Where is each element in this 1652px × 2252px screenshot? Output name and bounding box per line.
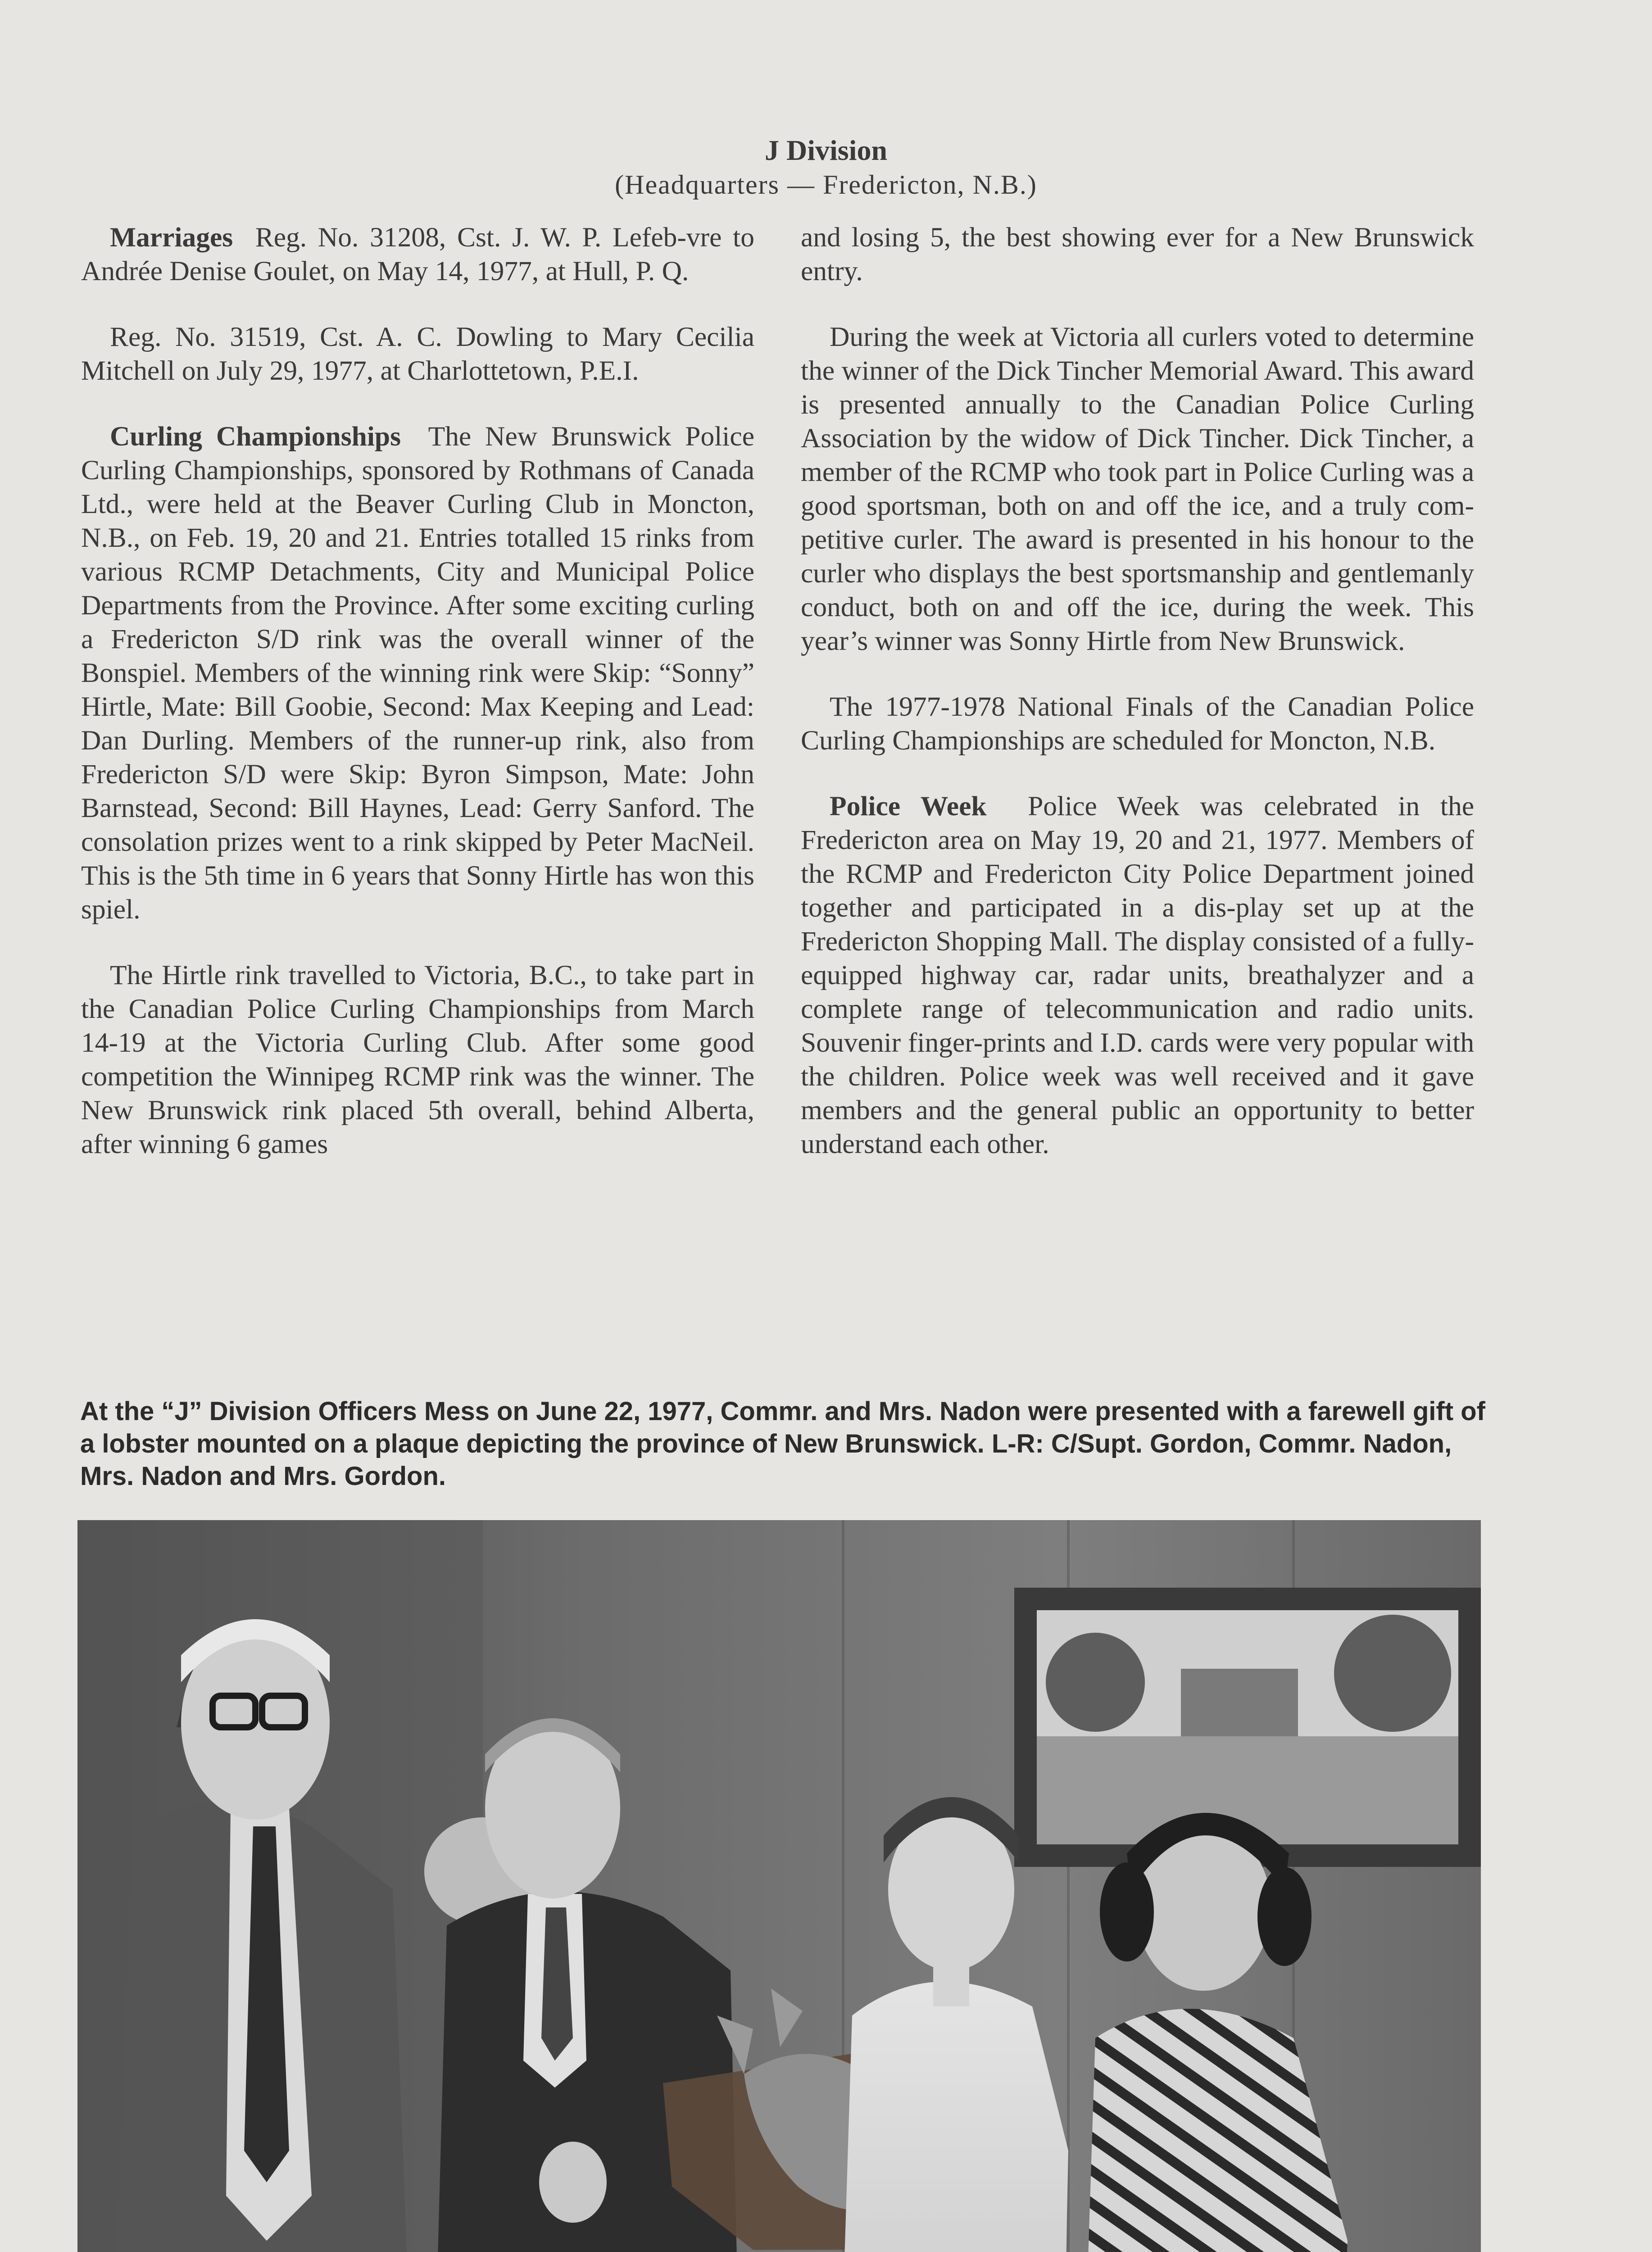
page-subtitle: (Headquarters — Fredericton, N.B.): [615, 170, 1037, 200]
national-finals-paragraph: The 1977-1978 National Finals of the Canadian Police Curling Championships are scheduled for Moncton, N.B.: [801, 691, 1474, 756]
police-week-heading: Police Week: [830, 791, 987, 822]
group-photo-illustration: [77, 1520, 1481, 2252]
left-column: [81, 221, 754, 1193]
curling-continuation: and losing 5, the best showing ever for a New Brunswick entry.: [801, 222, 1474, 286]
police-week-paragraph: [801, 790, 1474, 1161]
marriages-paragraph-2: Reg. No. 31519, Cst. A. C. Dowling to Mary Cecilia Mitchell on July 29, 1977, at Charlottetown, P.E.I.: [81, 322, 754, 386]
right-column: [801, 221, 1474, 1193]
page-title: J Division: [764, 134, 888, 166]
marriages-text-1: Reg. No. 31208, Cst. J. W. P. Lefeb-vre to Andrée Denise Goulet, on May 14, 1977, at Hull, P. Q.: [81, 222, 755, 286]
group-photo: [77, 1520, 1481, 2252]
photo-caption: At the “J” Division Officers Mess on June 22, 1977, Commr. and Mrs. Nadon were presented with a farewell gift of a lobster mounted on a plaque depicting the province of New Brunswick. L-R: C/Supt. Gordon, Commr. Nadon, Mrs. Nadon and Mrs. Gordon.: [80, 1397, 1485, 1491]
tincher-award-paragraph: During the week at Victoria all curlers voted to determine the winner of the Dick Tincher Memorial Award. This award is presented annually to the Canadian Police Curling Association by the widow of Dick Tincher. Dick Tincher, a member of the RCMP who took part in Police Curling was a good sportsman, both on and off the ice, and a truly com-petitive curler. The award is presented in his honour to the curler who displays the best sportsmanship and gentlemanly conduct, both on and off the ice, during the week. This year’s winner was Sonny Hirtle from New Brunswick.: [801, 322, 1474, 656]
police-week-text: Police Week was celebrated in the Fredericton area on May 19, 20 and 21, 1977. Members of the RCMP and Fredericton City Police Department joined together and participated in a dis-play set up at the Fredericton Shopping Mall. The display consisted of a fully-equipped highway car, radar units, breathalyzer and a complete range of telecommunication and radio units. Souvenir finger-prints and I.D. cards were very popular with the children. Police week was well received and it gave members and the general public an opportunity to better understand each other.: [801, 791, 1474, 1159]
curling-heading: Curling Championships: [110, 421, 401, 452]
marriages-paragraph-1: [81, 221, 754, 288]
curling-paragraph-1: [81, 420, 754, 926]
page-header: [0, 133, 1652, 201]
curling-text-1: The New Brunswick Police Curling Championships, sponsored by Rothmans of Canada Ltd., were held at the Beaver Curling Club in Moncton, N.B., on Feb. 19, 20 and 21. Entries totalled 15 rinks from various RCMP Detachments, City and Municipal Police Departments from the Province. After some exciting curling a Fredericton S/D rink was the overall winner of the Bonspiel. Members of the winning rink were Skip: “Sonny” Hirtle, Mate: Bill Goobie, Second: Max Keeping and Lead: Dan Durling. Members of the runner-up rink, also from Fredericton S/D were Skip: Byron Simpson, Mate: John Barnstead, Second: Bill Haynes, Lead: Gerry Sanford. The consolation prizes went to a rink skipped by Peter MacNeil. This is the 5th time in 6 years that Sonny Hirtle has won this spiel.: [81, 421, 754, 925]
marriages-heading: Marriages: [110, 222, 233, 253]
curling-paragraph-2: The Hirtle rink travelled to Victoria, B.C., to take part in the Canadian Police Curling Championships from March 14-19 at the Victoria Curling Club. After some good competition the Winnipeg RCMP rink was the winner. The New Brunswick rink placed 5th overall, behind Alberta, after winning 6 games: [81, 960, 754, 1159]
